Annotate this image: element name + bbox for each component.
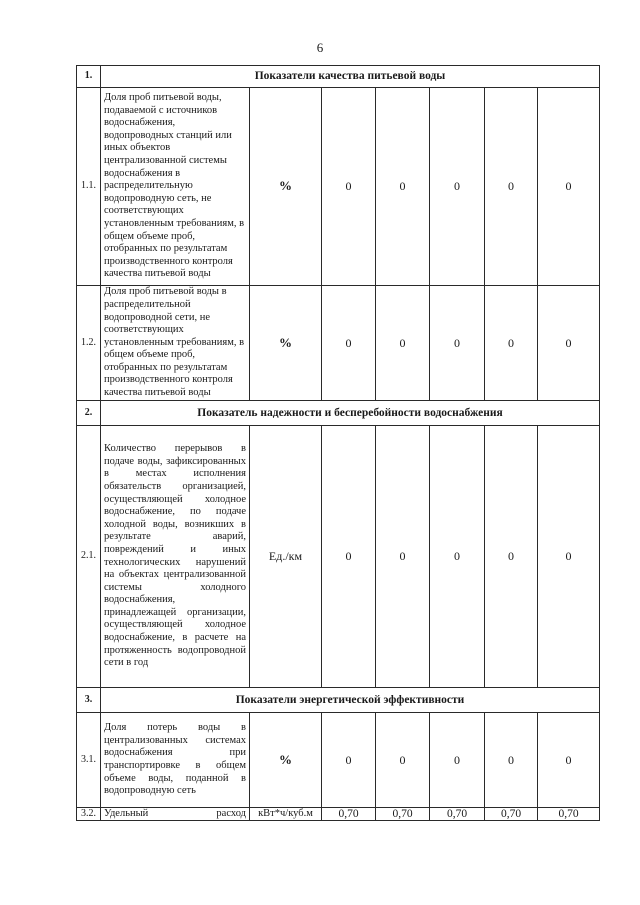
section-title: Показатели энергетической эффективности	[101, 688, 600, 713]
section-number: 3.	[77, 688, 101, 713]
table-row	[77, 286, 600, 401]
row-value: 0,70	[430, 808, 485, 821]
table-row	[77, 88, 600, 286]
table-row	[77, 713, 600, 808]
section-number: 1.	[77, 66, 101, 88]
row-unit: %	[250, 286, 322, 401]
row-description	[101, 808, 250, 821]
row-value: 0	[538, 286, 600, 401]
row-number: 1.2.	[77, 286, 101, 401]
row-value: 0	[485, 286, 538, 401]
row-description-left: Удельный	[104, 808, 149, 819]
row-value: 0	[322, 88, 376, 286]
row-value: 0	[376, 88, 430, 286]
row-number: 3.2.	[77, 808, 101, 821]
row-value: 0,70	[538, 808, 600, 821]
row-value: 0	[430, 88, 485, 286]
indicators-table	[76, 65, 600, 821]
row-value: 0	[322, 713, 376, 808]
row-value: 0	[430, 426, 485, 688]
row-description: Количество перерывов в подаче воды, зафиксированных в местах исполнения обязательств организацией, осуществляющей холодное водоснабжение, по подаче холодной воды, возникших в результате аварий, повреждений и иных технологических нарушений на объектах централизованной системы холодного водоснабжения, принадлежащей организации, осуществляющей холодное водоснабжение, в расчете на протяженность водопроводной сети в год	[101, 426, 250, 688]
row-description-right: расход	[216, 808, 246, 819]
row-value: 0	[485, 88, 538, 286]
row-value: 0,70	[322, 808, 376, 821]
row-unit: кВт*ч/куб.м	[250, 808, 322, 821]
row-value: 0	[376, 426, 430, 688]
row-value: 0	[485, 426, 538, 688]
section-header-3	[77, 688, 600, 713]
section-number: 2.	[77, 401, 101, 426]
row-number: 2.1.	[77, 426, 101, 688]
table-row	[77, 426, 600, 688]
page-number: 6	[316, 40, 324, 55]
row-value: 0	[430, 286, 485, 401]
section-header-1	[77, 66, 600, 88]
row-value: 0	[538, 426, 600, 688]
row-unit: %	[250, 88, 322, 286]
row-value: 0	[322, 286, 376, 401]
row-value: 0	[376, 286, 430, 401]
row-description: Доля потерь воды в централизованных системах водоснабжения при транспортировке в общем объеме воды, поданной в водопроводную сеть	[101, 713, 250, 808]
row-number: 3.1.	[77, 713, 101, 808]
section-header-2	[77, 401, 600, 426]
row-description: Доля проб питьевой воды в распределительной водопроводной сети, не соответствующих установленным требованиям, в общем объеме проб, отобранных по результатам производственного контроля качества питьевой воды	[101, 286, 250, 401]
table-row	[77, 808, 600, 821]
row-value: 0,70	[485, 808, 538, 821]
row-value: 0	[322, 426, 376, 688]
row-value: 0	[430, 713, 485, 808]
row-unit: Ед./км	[250, 426, 322, 688]
row-value: 0	[538, 713, 600, 808]
row-number: 1.1.	[77, 88, 101, 286]
section-title: Показатель надежности и бесперебойности водоснабжения	[101, 401, 600, 426]
row-value: 0	[538, 88, 600, 286]
row-value: 0	[485, 713, 538, 808]
row-value: 0,70	[376, 808, 430, 821]
row-value: 0	[376, 713, 430, 808]
row-unit: %	[250, 713, 322, 808]
row-description: Доля проб питьевой воды, подаваемой с источников водоснабжения, водопроводных станций или иных объектов централизованной системы водоснабжения в распределительную водопроводную сеть, не соответствующих установленным требованиям, в общем объеме проб, отобранных по результатам производственного контроля качества питьевой воды	[101, 88, 250, 286]
section-title: Показатели качества питьевой воды	[101, 66, 600, 88]
